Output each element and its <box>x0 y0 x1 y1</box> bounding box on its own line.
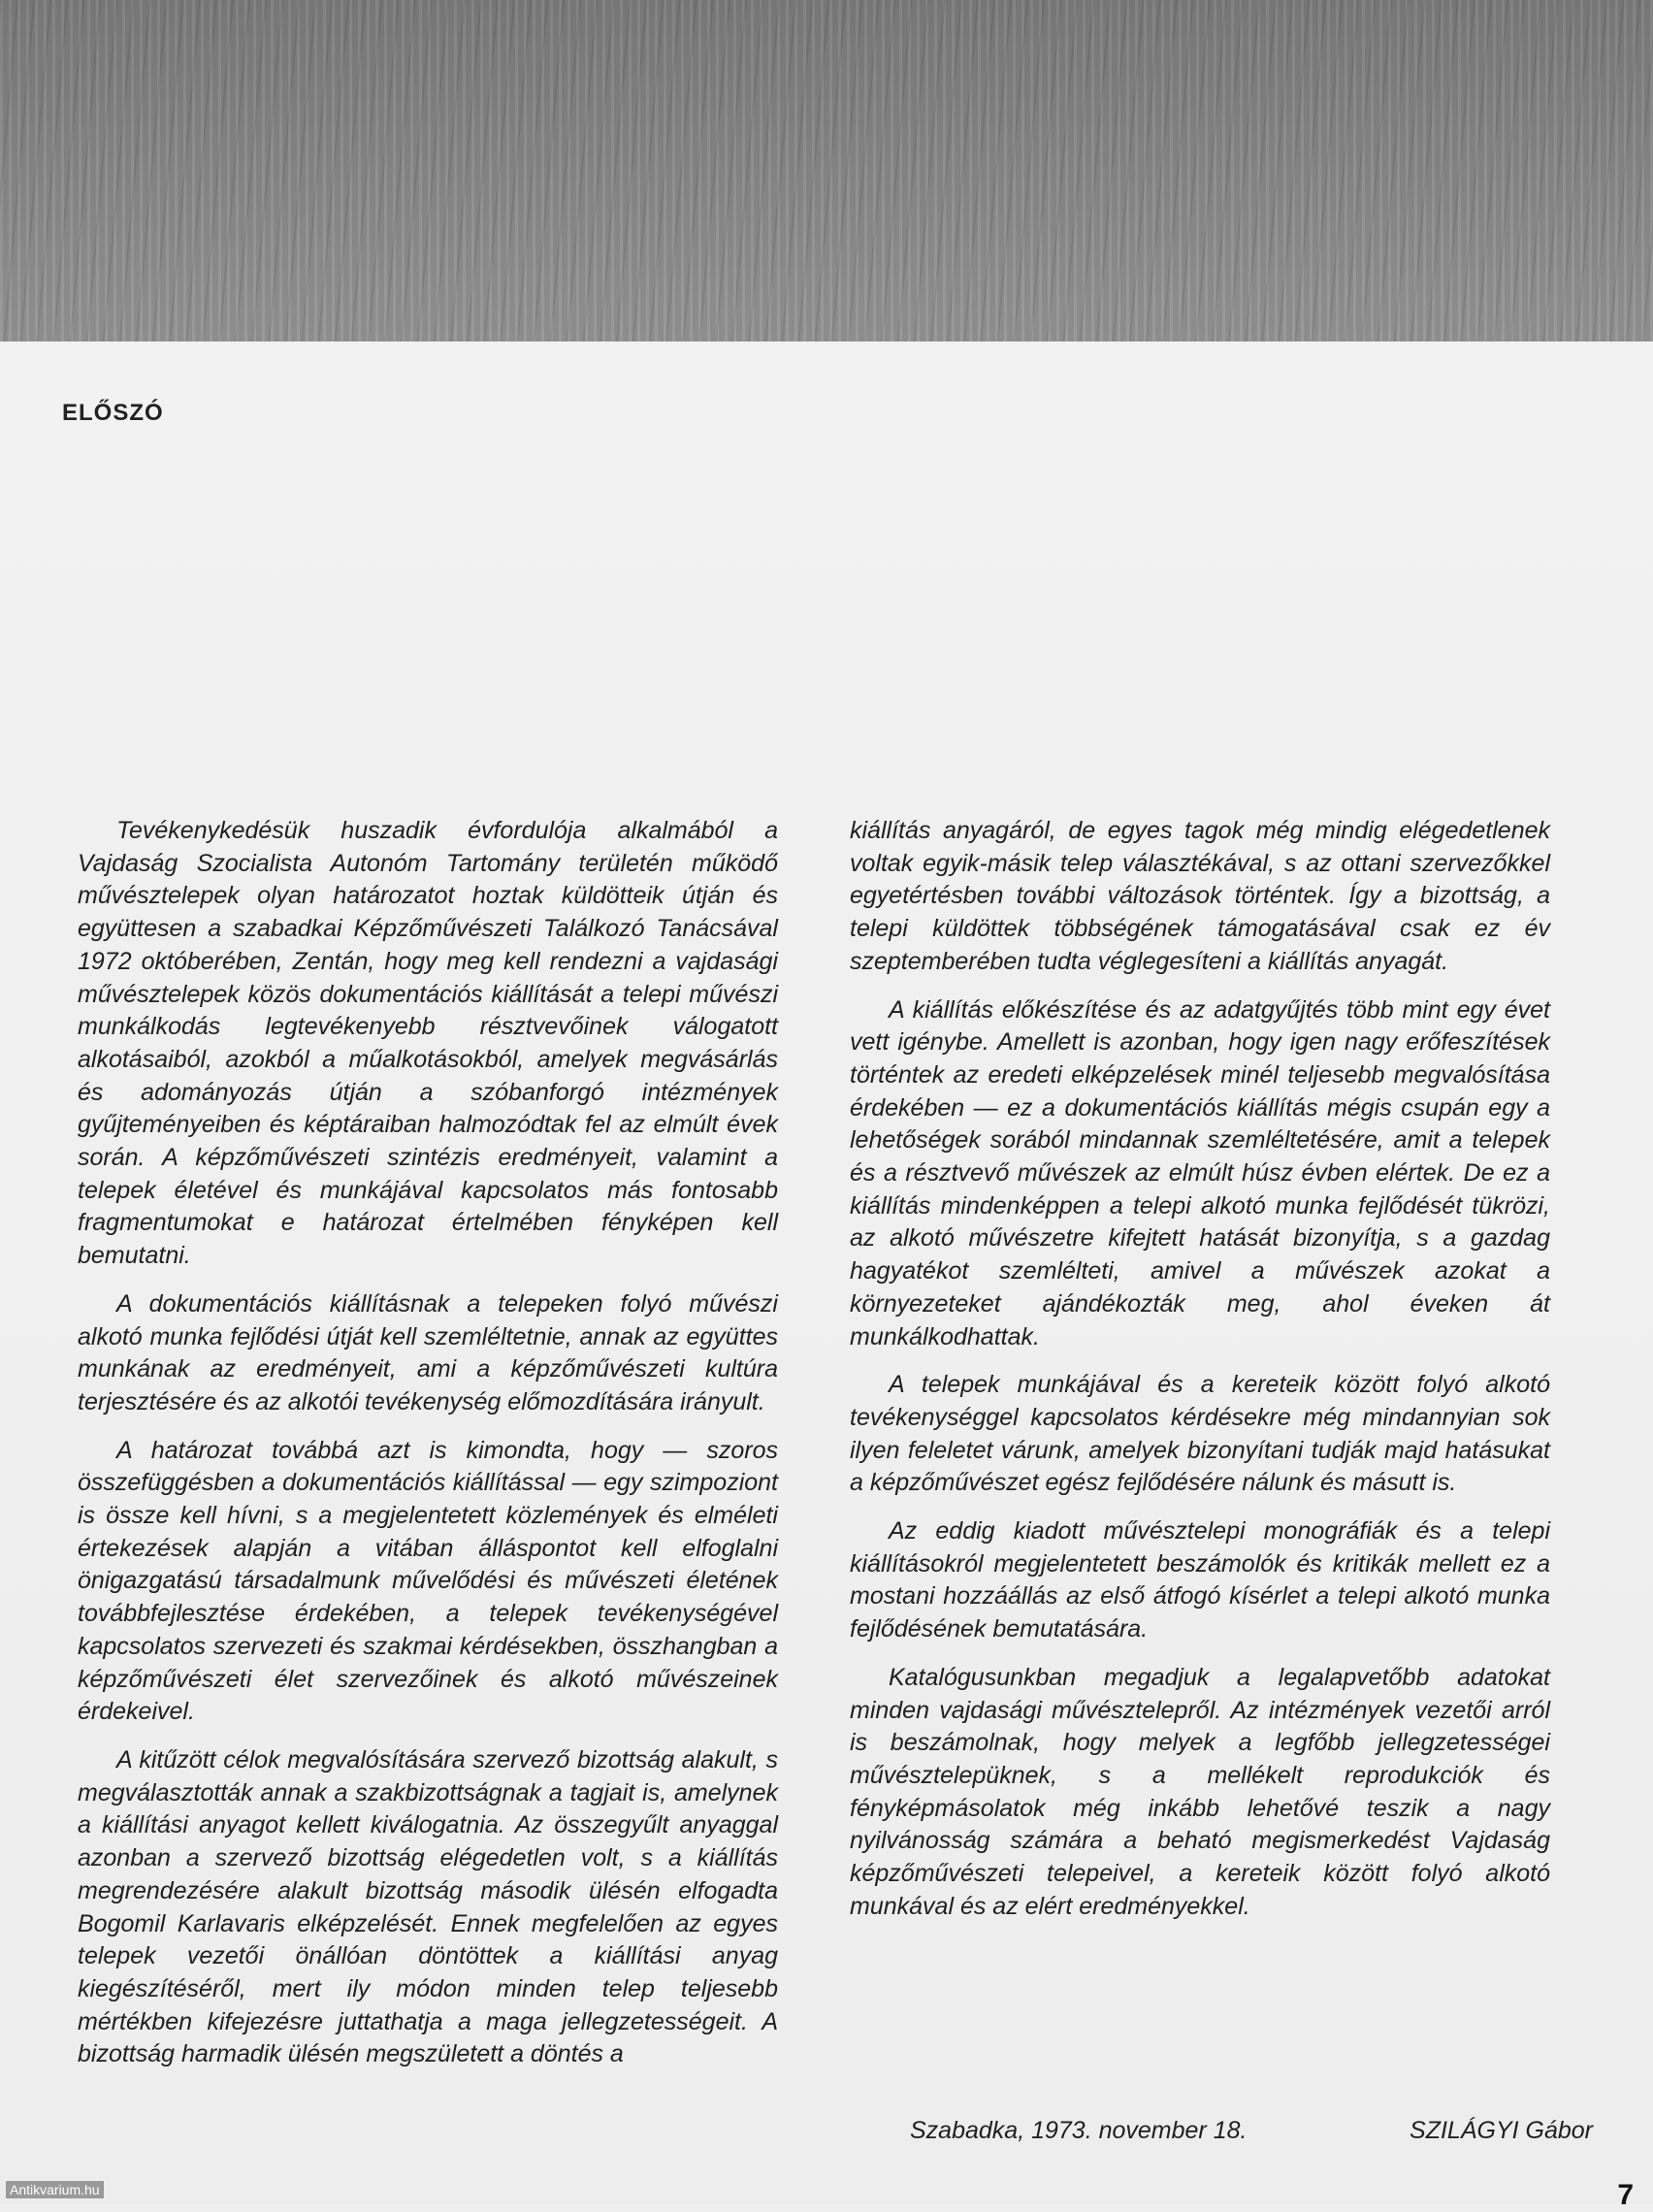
paragraph: Katalógusunkban megadjuk a legalapvetőbb adatokat minden vajdasági művésztelepről. Az intézmények vezetői arról is beszámolnak, hogy melyek a legfőbb jellegzetességei művésztelepüknek, s a mellékelt reprodukciók és fényképmásolatok még inkább lehetővé teszik a nagy nyilvánosság számára a beható megismerkedést Vajdaság képzőművészeti telepeivel, a kereteik között folyó alkotó munkával és az elért eredményekkel. <box>850 1663 1550 1920</box>
paragraph: kiállítás anyagáról, de egyes tagok még mindig elégedetlenek voltak egyik-másik telep választékával, s az ottani szervezőkkel egyetértésben további változások történtek. Így a bizottság, a telepi küldöttek többségének támogatásával csak ez év szeptemberében tudta véglegesíteni a kiállítás anyagát. <box>850 817 1550 975</box>
left-column <box>78 815 778 2087</box>
table-background <box>0 0 1653 342</box>
paragraph: Tevékenykedésük huszadik évfordulója alkalmából a Vajdaság Szocialista Autonóm Tartomány területén működő művésztelepek olyan határozatot hoztak küldötteik útján és együttesen a szabadkai Képzőművészeti Találkozó Tanácsával 1972 októberében, Zentán, hogy meg kell rendezni a vajdasági művésztelepek közös dokumentációs kiállítását a telepi művészi munkálkodás legtevékenyebb résztvevőinek válogatott alkotásaiból, azokból a műalkotásokból, amelyek megvásárlás és adományozás útján a szóbanforgó intézmények gyűjteményeiben és képtáraiban halmozódtak fel az elmúlt évek során. A képzőművészeti szintézis eredményeit, valamint a telepek életével és munkájával kapcsolatos más fontosabb fragmentumokat e határozat értelmében fényképen kell bemutatni. <box>78 817 778 1270</box>
author-name: SZILÁGYI Gábor <box>1410 2117 1593 2144</box>
right-column <box>850 815 1550 1939</box>
paragraph: A telepek munkájával és a kereteik között folyó alkotó tevékenységgel kapcsolatos kérdésekre még mindannyian sok ilyen feleletet várunk, amelyek bizonyítani tudják majd hatásukat a képzőművészet egész fejlődésére nálunk és másutt is. <box>850 1371 1550 1497</box>
paragraph: A határozat továbbá azt is kimondta, hogy — szoros összefüggésben a dokumentációs kiállítással — egy szimpoziont is össze kell hívni, s a megjelentetett közlemények és elméleti értekezések alapján a vitában álláspontot kell elfoglalni önigazgatású társadalmunk művelődési és művészeti életének továbbfejlesztése érdekében, a telepek tevékenységével kapcsolatos szervezeti és szakmai kérdésekben, összhangban a képzőművészeti élet szervezőinek és alkotó művészeinek érdekeivel. <box>78 1436 778 1726</box>
paragraph: Az eddig kiadott művésztelepi monográfiák és a telepi kiállításokról megjelentetett beszámolók és kritikák mellett ez a mostani hozzáállás az első átfogó kísérlet a telepi alkotó munka fejlődésének bemutatására. <box>850 1517 1550 1643</box>
paragraph: A kitűzött célok megvalósítására szervező bizottság alakult, s megválasztották annak a szakbizottságnak a tagjait is, amelynek a kiállítási anyagot kellett kiválogatnia. Az összegyűlt anyaggal azonban a szervező bizottság elégedetlen volt, s a kiállítás megrendezésére alakult bizottság második ülésén elfogadta Bogomil Karlavaris elképzelését. Ennek megfelelően az egyes telepek vezetői önállóan döntöttek a kiállítási anyag kiegészítéséről, mert ily módon minden telep teljesebb mértékben kifejezésre juttathatja a maga jellegzetességeit. A bizottság harmadik ülésén megszületett a döntés a <box>78 1745 778 2068</box>
paragraph: A kiállítás előkészítése és az adatgyűjtés több mint egy évet vett igénybe. Amellett is azonban, hogy igen nagy erőfeszítések történtek az eredeti elképzelések minél teljesebb megvalósítása érdekében — ez a dokumentációs kiállítás mégis csupán egy a lehetőségek sorából mindannak szemléltetésére, amit a telepek és a résztvevő művészek az elmúlt húsz évben elértek. De ez a kiállítás mindenképpen a telepi alkotó munka fejlődését tükrözi, az alkotó művészetre kifejtett hatását bizonyítja, s a gazdag hagyatékot szemlélteti, amivel a művészek azokat a környezeteket ajándékozták meg, ahol éveken át munkálkodhattak. <box>850 995 1550 1350</box>
paragraph: A dokumentációs kiállításnak a telepeken folyó művészi alkotó munka fejlődési útját kell szemléltetnie, annak az együttes munkának az eredményeit, ami a képzőművészeti kultúra terjesztésére és az alkotói tevékenység előmozdítására irányult. <box>78 1289 778 1415</box>
page-number: 7 <box>1617 2179 1634 2211</box>
book-page <box>0 342 1653 2211</box>
place-date: Szabadka, 1973. november 18. <box>910 2117 1248 2144</box>
page-heading: ELŐSZÓ <box>62 400 164 426</box>
watermark: Antikvarium.hu <box>6 2181 104 2198</box>
